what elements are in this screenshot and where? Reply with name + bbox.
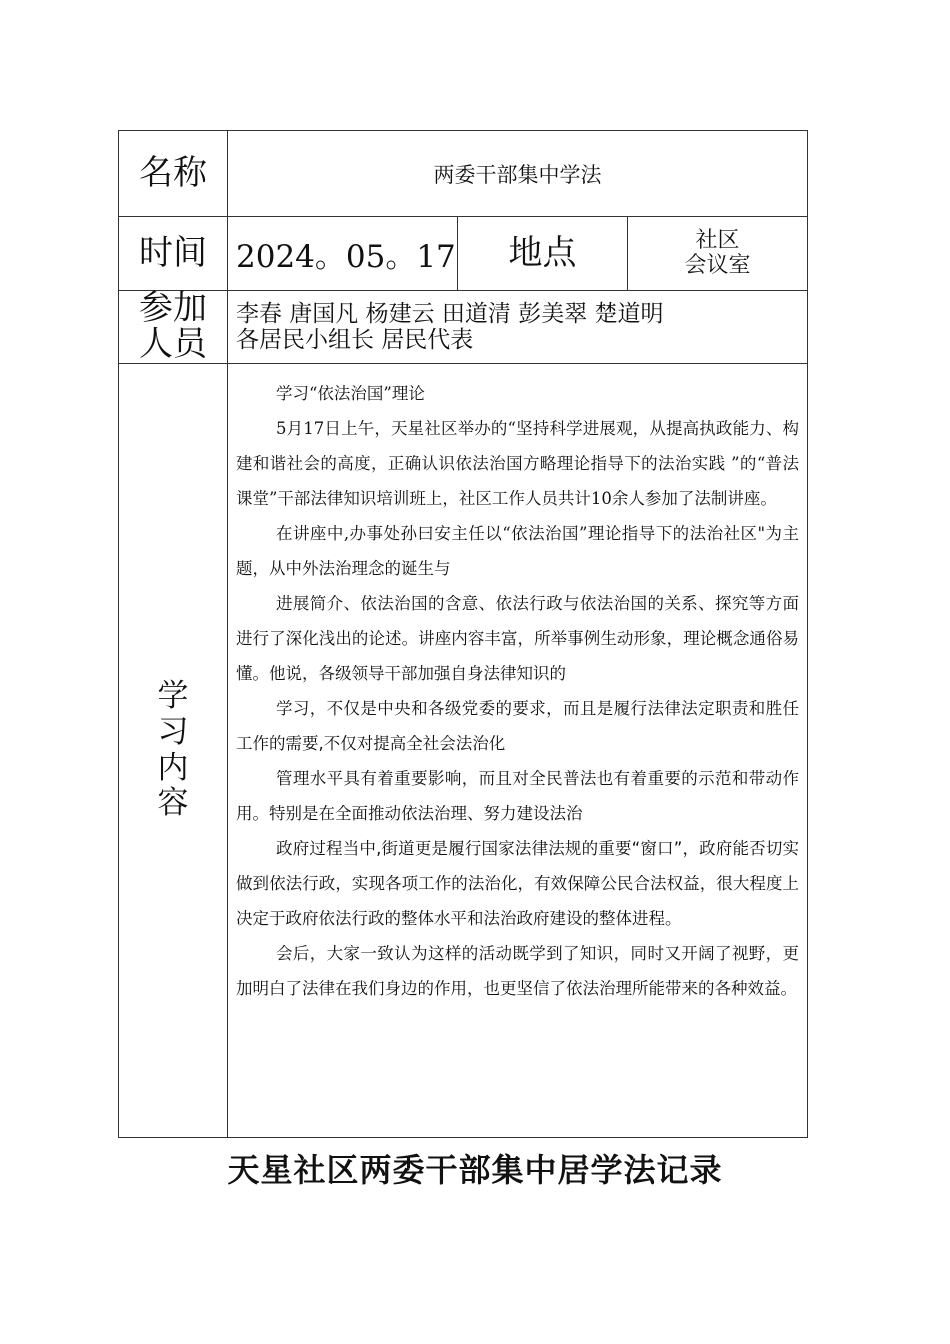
content-paragraph: 管理水平具有着重要影响，而且对全民普法也有着重要的示范和带动作用。特别是在全面推动依法治理、努力建设法治 bbox=[236, 769, 800, 823]
content-label-char-4: 容 bbox=[157, 785, 189, 822]
attendees-label-line-2: 人员 bbox=[139, 324, 207, 364]
content-paragraph: 政府过程当中,街道更是履行国家法律法规的重要“窗口”，政府能否切实做到依法行政，实现各项工作的法治化，有效保障公民合法权益，很大程度上决定于政府依法行政的整体水平和法治政府建设的整体进程。 bbox=[236, 839, 800, 928]
document-title: 天星社区两委干部集中居学法记录 bbox=[227, 1151, 723, 1189]
content-row bbox=[119, 364, 808, 1138]
name-row bbox=[119, 131, 808, 217]
record-name: 两委干部集中学法 bbox=[228, 131, 808, 217]
attendees-list bbox=[228, 291, 808, 364]
place-label: 地点 bbox=[458, 217, 628, 291]
attendees-line-1: 李春 唐国凡 杨建云 田道清 彭美翠 楚道明 bbox=[236, 300, 664, 327]
content-body bbox=[228, 364, 808, 1138]
time-row bbox=[119, 217, 808, 291]
content-label-char-1: 学 bbox=[157, 678, 189, 715]
content-paragraph: 进展简介、依法治国的含意、依法行政与依法治国的关系、探究等方面进行了深化浅出的论述。讲座内容丰富，所举事例生动形象，理论概念通俗易懂。他说，各级领导干部加强自身法律知识的 bbox=[236, 594, 800, 683]
record-place bbox=[628, 217, 808, 291]
attendees-label bbox=[119, 288, 228, 364]
content-label-char-2: 习 bbox=[157, 713, 189, 750]
attendees-row bbox=[119, 291, 808, 364]
content-heading: 学习“依法治国”理论 bbox=[276, 384, 425, 403]
content-label-char-3: 内 bbox=[157, 749, 189, 786]
record-table bbox=[118, 130, 808, 1138]
content-label bbox=[119, 364, 228, 1138]
content-paragraph: 会后，大家一致认为这样的活动既学到了知识，同时又开阔了视野，更加明白了法律在我们身边的作用，也更坚信了依法治理所能带来的各种效益。 bbox=[236, 944, 800, 998]
place-line-1: 社区 bbox=[695, 228, 740, 254]
time-label: 时间 bbox=[119, 217, 228, 291]
place-line-2: 会议室 bbox=[684, 252, 751, 278]
name-label: 名称 bbox=[119, 131, 228, 217]
attendees-line-2: 各居民小组长 居民代表 bbox=[236, 327, 474, 353]
attendees-label-line-1: 参加 bbox=[139, 288, 207, 329]
content-paragraph: 在讲座中,办事处孙曰安主任以“依法治国”理论指导下的法治社区"为主题，从中外法治理念的诞生与 bbox=[236, 524, 800, 578]
content-paragraph: 5月17日上午，天星社区举办的“坚持科学进展观，从提高执政能力、构建和谐社会的高度，正确认识依法治国方略理论指导下的法治实践 ”的“普法课堂”干部法律知识培训班上，社区工作人员共计10余人参加了法制讲座。 bbox=[236, 419, 800, 508]
record-date: 2024。05。17 bbox=[228, 217, 458, 291]
content-paragraph: 学习，不仅是中央和各级党委的要求，而且是履行法律法定职责和胜任工作的需要,不仅对提高全社会法治化 bbox=[236, 699, 800, 753]
